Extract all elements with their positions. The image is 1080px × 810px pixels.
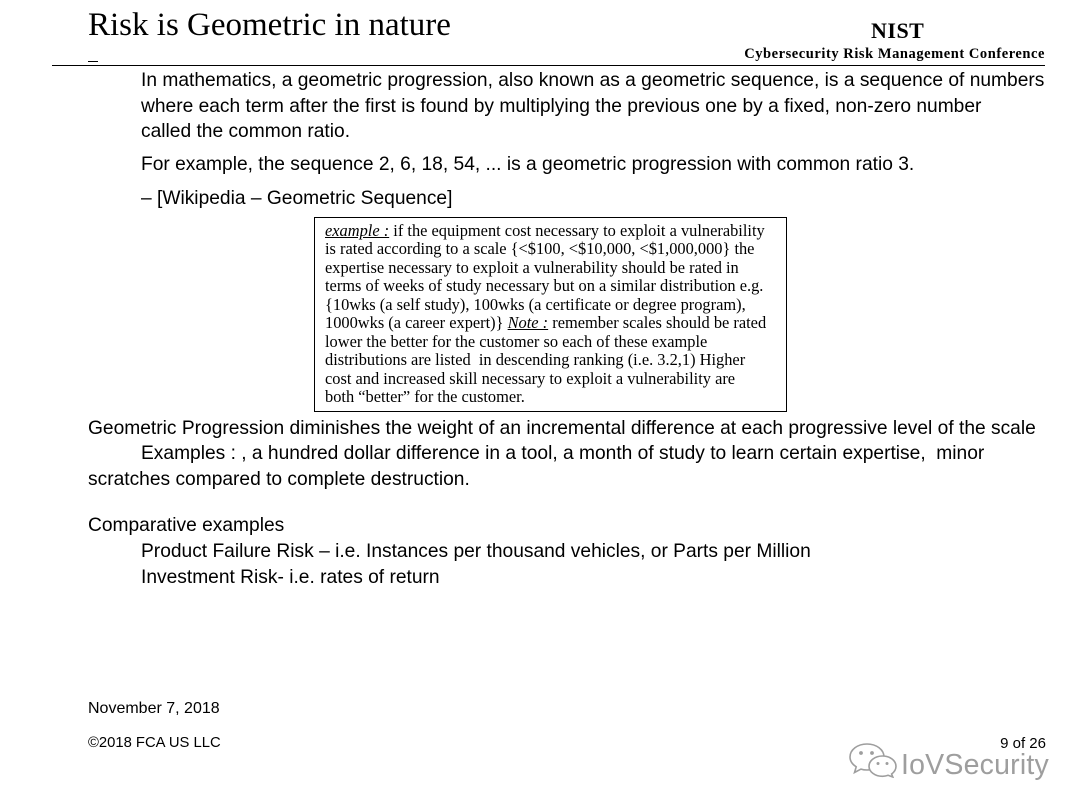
progression-examples-line: scratches compared to complete destruction. — [88, 469, 470, 490]
conference-name: Cybersecurity Risk Management Conference — [744, 46, 1045, 62]
example-box-line: terms of weeks of study necessary but on a similar distribution e.g. — [325, 276, 764, 296]
example-box-line: cost and increased skill necessary to exploit a vulnerability are — [325, 368, 736, 388]
example-box-line: distributions are listed in descending ranking (i.e. 3.2,1) Higher — [325, 350, 746, 370]
example-box-line: both “better” for the customer. — [325, 387, 525, 407]
watermark-text: IoVSecurity — [901, 749, 1049, 781]
example-label: example : — [325, 221, 390, 240]
progression-examples-line: Examples : , a hundred dollar difference in a tool, a month of study to learn certain expertise, minor — [141, 443, 985, 464]
definition-line: called the common ratio. — [141, 121, 351, 143]
footer-copyright: ©2018 FCA US LLC — [88, 735, 221, 751]
definition-paragraph — [141, 68, 1044, 145]
wechat-icon — [848, 742, 898, 778]
example-box-line: expertise necessary to exploit a vulnerability should be rated in — [325, 257, 739, 277]
comparative-item: Product Failure Risk – i.e. Instances per thousand vehicles, or Parts per Million — [141, 541, 811, 562]
example-intro-text: if the equipment cost necessary to exploit a vulnerability — [393, 221, 765, 240]
comparative-item: Investment Risk- i.e. rates of return — [141, 567, 440, 588]
comparative-heading: Comparative examples — [88, 515, 285, 536]
note-text: remember scales should be rated — [552, 313, 767, 333]
header-rule — [52, 65, 1045, 66]
example-box-line — [325, 222, 786, 240]
example-box-line: is rated according to a scale {<$100, <$10,000, <$1,000,000} the — [325, 239, 755, 259]
example-box-line — [325, 314, 786, 332]
org-name: NIST — [871, 18, 925, 43]
example-box — [314, 217, 787, 412]
note-label: Note : — [507, 313, 549, 333]
definition-example: For example, the sequence 2, 6, 18, 54, ... is a geometric progression with common ratio 3. — [141, 154, 915, 175]
note-lead-text: 1000wks (a career expert)} — [325, 313, 504, 333]
definition-source: – [Wikipedia – Geometric Sequence] — [141, 188, 453, 209]
header-tick-mark — [88, 61, 98, 62]
progression-statement: Geometric Progression diminishes the weight of an incremental difference at each progressive level of the scale — [88, 418, 1036, 439]
slide-title: Risk is Geometric in nature — [88, 7, 451, 43]
example-box-line: {10wks (a self study), 100wks (a certificate or degree program), — [325, 294, 746, 314]
footer-date: November 7, 2018 — [88, 700, 220, 717]
definition-line: where each term after the first is found by multiplying the previous one by a fixed, non-zero number — [141, 95, 982, 117]
example-box-line: lower the better for the customer so each of these example — [325, 331, 708, 351]
definition-line: In mathematics, a geometric progression, also known as a geometric sequence, is a sequence of numbers — [141, 70, 1045, 91]
page-number: 9 of 26 — [1000, 735, 1046, 752]
